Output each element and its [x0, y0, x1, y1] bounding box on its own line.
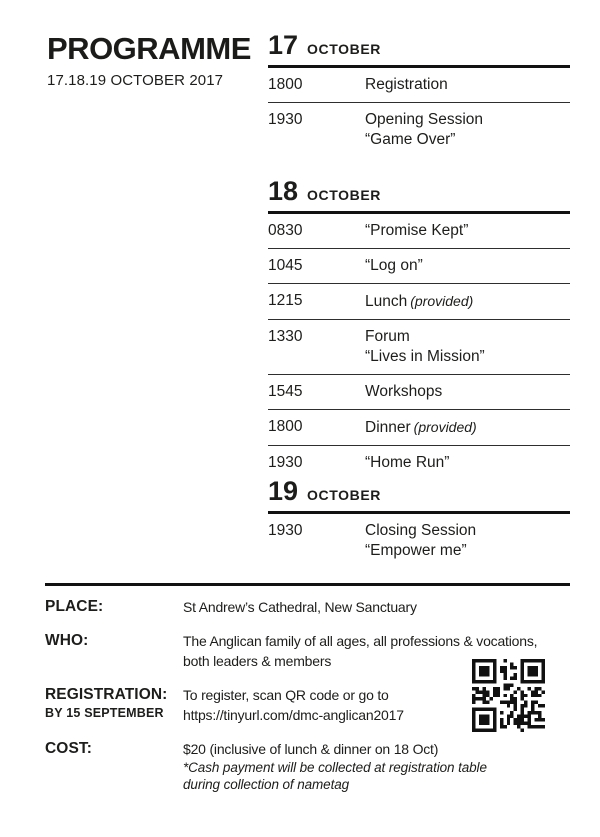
- day-header: [268, 32, 570, 68]
- cost-label: COST:: [45, 740, 92, 757]
- event-line: Lunch: [365, 293, 408, 310]
- event-time: 1215: [268, 292, 303, 309]
- place-line: St Andrew’s Cathedral, New Sanctuary: [183, 599, 417, 615]
- schedule-row: [268, 374, 570, 409]
- schedule-row: [268, 102, 570, 157]
- who-line: The Anglican family of all ages, all professions & vocations,: [183, 633, 538, 649]
- page-subtitle: 17.18.19 OCTOBER 2017: [47, 72, 224, 89]
- registration-line: To register, scan QR code or go to: [183, 687, 389, 703]
- event-description: [365, 521, 570, 561]
- event-description: [365, 75, 570, 95]
- event-time: 1930: [268, 522, 303, 539]
- qr-code: [472, 659, 545, 732]
- event-time: 1545: [268, 383, 303, 400]
- schedule-row: [268, 319, 570, 374]
- section-divider: [45, 583, 570, 586]
- registration-deadline: BY 15 SEPTEMBER: [45, 706, 164, 720]
- event-line: “Log on”: [365, 257, 423, 274]
- event-time: 1330: [268, 328, 303, 345]
- schedule-row: [268, 68, 570, 102]
- event-description: [365, 110, 570, 150]
- event-time: 1800: [268, 76, 303, 93]
- info-row-place: [45, 597, 570, 617]
- event-time: 1930: [268, 454, 303, 471]
- day-section-19-october: [268, 478, 570, 568]
- event-note: (provided): [410, 293, 474, 309]
- event-line: “Lives in Mission”: [365, 348, 485, 365]
- day-number: 19: [268, 476, 299, 506]
- event-time: 1045: [268, 257, 303, 274]
- cost-value: [183, 739, 570, 793]
- event-description: [365, 256, 570, 276]
- event-line: Workshops: [365, 383, 443, 400]
- page-title: PROGRAMME: [47, 31, 251, 66]
- title-block: [47, 33, 267, 89]
- event-description: [365, 327, 570, 367]
- registration-label-block: [45, 685, 183, 725]
- day-month: OCTOBER: [307, 41, 381, 57]
- event-line: Registration: [365, 76, 448, 93]
- registration-label: REGISTRATION:: [45, 686, 168, 703]
- event-description: [365, 453, 570, 473]
- event-description: [365, 382, 570, 402]
- event-description: [365, 291, 570, 312]
- event-description: [365, 221, 570, 241]
- event-line: “Promise Kept”: [365, 222, 469, 239]
- event-description: [365, 417, 570, 438]
- schedule-row: [268, 283, 570, 319]
- event-line: Forum: [365, 328, 410, 345]
- day-number: 18: [268, 176, 299, 206]
- cost-line: $20 (inclusive of lunch & dinner on 18 Oct): [183, 741, 439, 757]
- day-section-18-october: [268, 178, 570, 480]
- day-month: OCTOBER: [307, 187, 381, 203]
- event-note: (provided): [413, 419, 477, 435]
- info-row-cost: [45, 739, 570, 793]
- day-section-17-october: [268, 32, 570, 157]
- who-line: both leaders & members: [183, 653, 332, 669]
- day-month: OCTOBER: [307, 487, 381, 503]
- day-number: 17: [268, 30, 299, 60]
- event-line: “Empower me”: [365, 542, 467, 559]
- place-label: PLACE:: [45, 598, 104, 615]
- event-time: 1930: [268, 111, 303, 128]
- event-time: 1800: [268, 418, 303, 435]
- schedule-row: [268, 248, 570, 283]
- event-line: “Game Over”: [365, 131, 456, 148]
- cost-note: during collection of nametag: [183, 777, 350, 792]
- schedule-row: [268, 214, 570, 248]
- who-label: WHO:: [45, 632, 89, 649]
- place-value: [183, 597, 570, 617]
- schedule-row: [268, 514, 570, 568]
- event-line: Dinner: [365, 419, 411, 436]
- schedule-row: [268, 445, 570, 480]
- schedule-row: [268, 409, 570, 445]
- event-time: 0830: [268, 222, 303, 239]
- day-header: [268, 178, 570, 214]
- registration-url: https://tinyurl.com/dmc-anglican2017: [183, 707, 404, 723]
- event-line: “Home Run”: [365, 454, 450, 471]
- event-line: Opening Session: [365, 111, 484, 128]
- event-line: Closing Session: [365, 522, 477, 539]
- day-header: [268, 478, 570, 514]
- cost-note: *Cash payment will be collected at registration table: [183, 760, 487, 775]
